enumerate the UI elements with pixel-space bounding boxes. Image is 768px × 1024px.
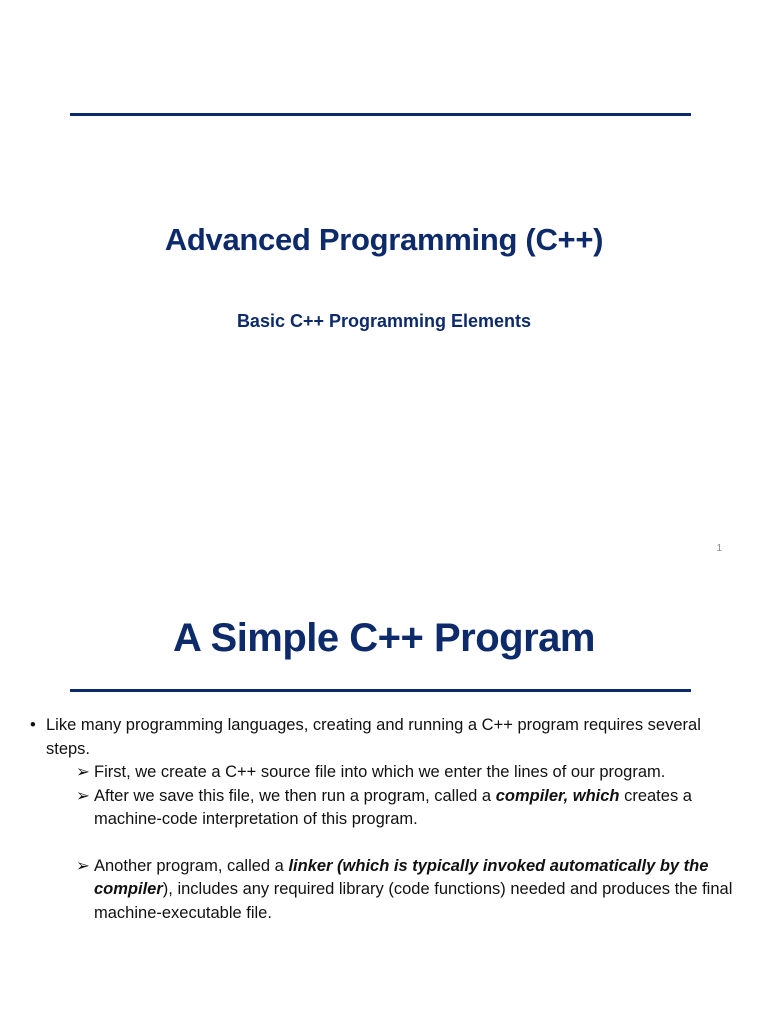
sub-item-text: First, we create a C++ source file into which we enter the lines of our program.	[94, 763, 666, 781]
presentation-subtitle: Basic C++ Programming Elements	[236, 311, 532, 331]
sub-item-text-emphasis: compiler, which	[495, 786, 620, 805]
sub-item-text-post: ), includes any required library (code functions) needed and produces the final machine-executable file.	[94, 880, 733, 922]
bullet-icon: •	[30, 716, 36, 734]
slide-2	[0, 576, 768, 1024]
sub-item-1	[30, 761, 745, 785]
title-divider	[70, 689, 691, 692]
slide-content	[30, 714, 745, 925]
bullet-item	[30, 714, 745, 761]
sub-item-text-emphasis: linker (which is typically invoked automatically by the compiler	[94, 856, 709, 898]
top-divider	[70, 113, 691, 116]
slide-title: A Simple C++ Program	[173, 616, 595, 660]
page-number: 1	[716, 543, 722, 554]
bullet-text: Like many programming languages, creating and running a C++ program requires several steps.	[46, 716, 701, 758]
sub-item-text-post: creates a machine-code interpretation of this program.	[94, 786, 692, 828]
arrow-bullet-icon: ➢	[76, 856, 90, 875]
arrow-bullet-icon: ➢	[76, 786, 90, 805]
sub-item-text-pre: After we save this file, we then run a program, called a	[94, 786, 496, 805]
sub-item-text-pre: Another program, called a	[94, 856, 289, 875]
sub-item-2	[30, 785, 745, 832]
presentation-title: Advanced Programming (C++)	[164, 222, 604, 257]
arrow-bullet-icon: ➢	[76, 763, 90, 781]
spacer	[30, 832, 745, 855]
sub-item-3	[30, 855, 745, 926]
